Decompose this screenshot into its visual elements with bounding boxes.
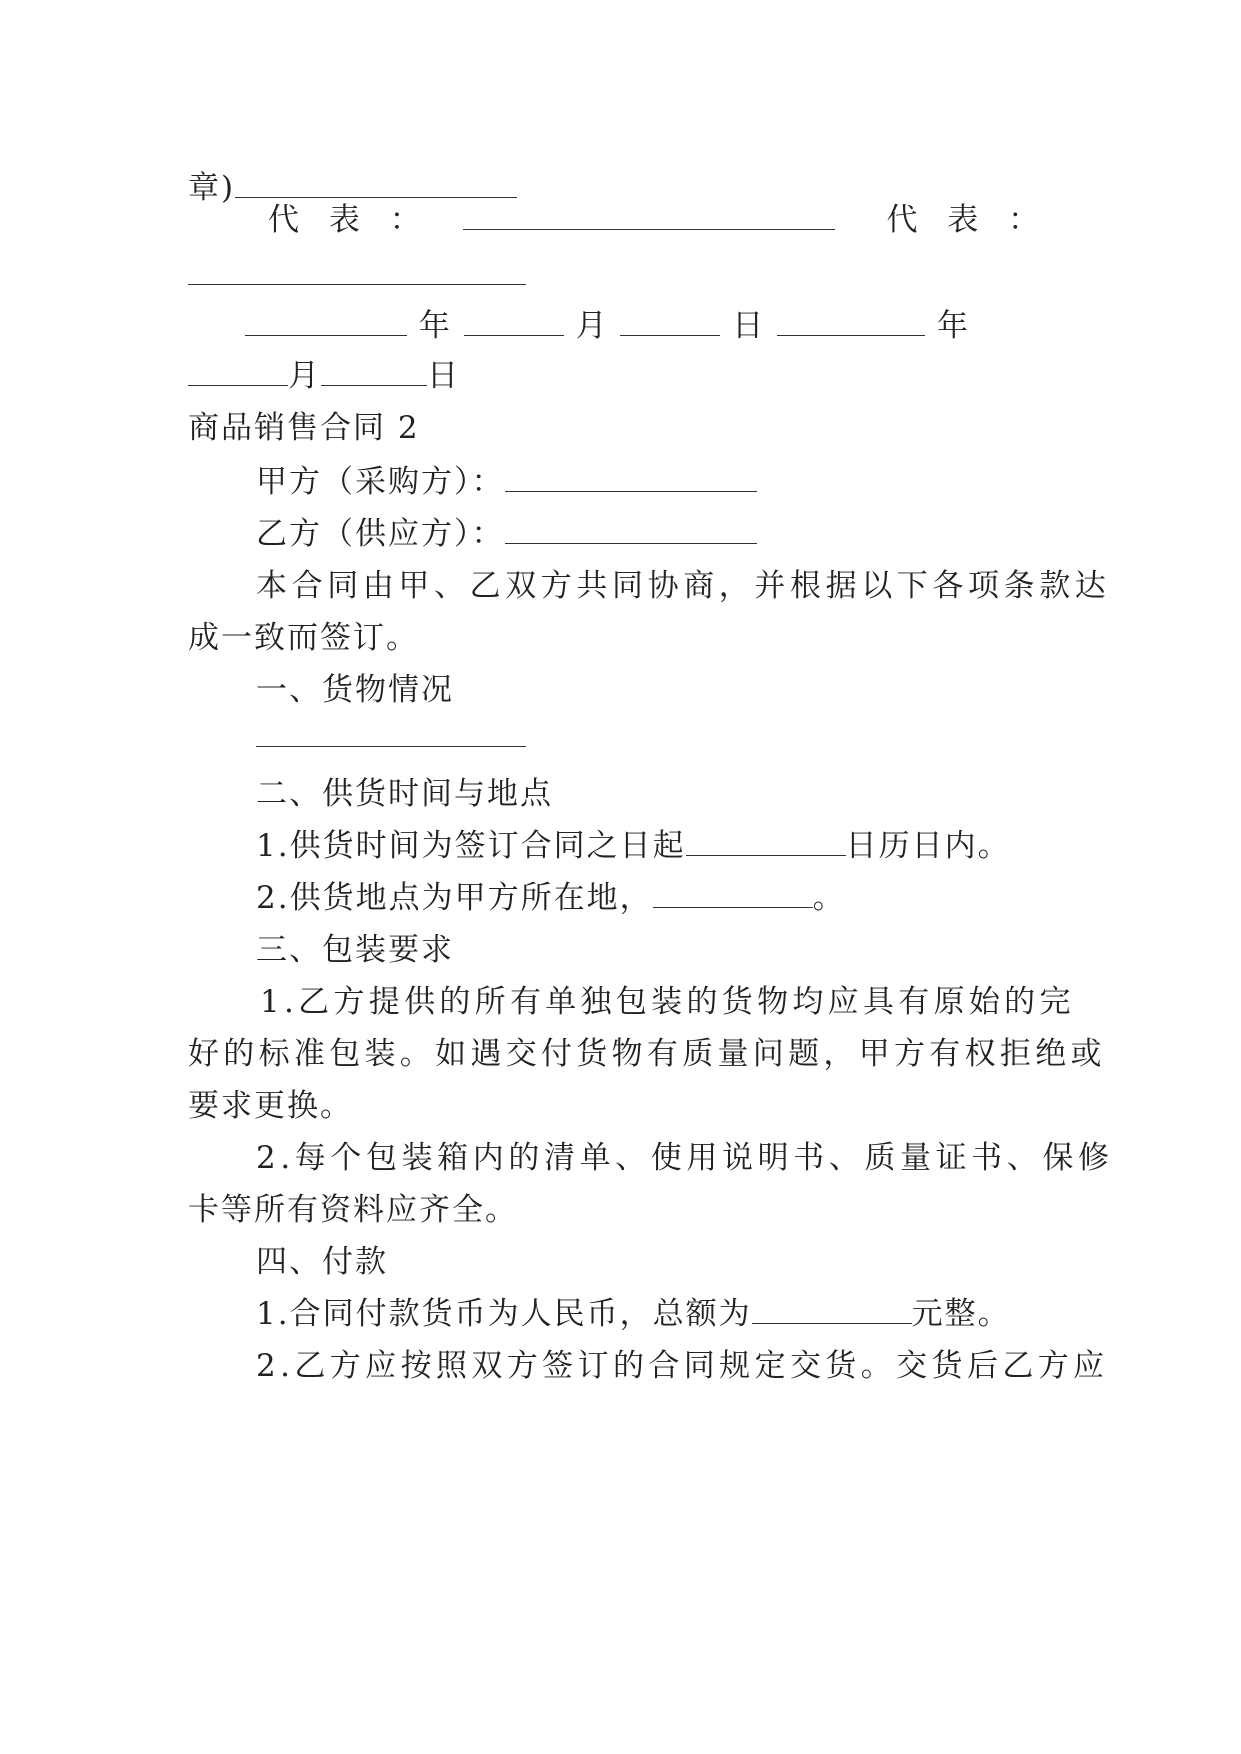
representative-label-a: 代 表 ： (268, 202, 431, 238)
s2-item1-suffix: 日历日内。 (845, 828, 1011, 864)
date-month-label-a: 月 (575, 308, 609, 344)
date-day-blank-b (321, 359, 427, 386)
date-month-blank-a (464, 309, 564, 336)
s3-item1-line3: 要求更换。 (188, 1088, 353, 1124)
s2-item1-prefix: 1.供货时间为签订合同之日起 (256, 828, 686, 864)
party-a-line (256, 462, 1126, 502)
seal-blank (235, 171, 517, 198)
date-day-blank-a (620, 309, 720, 336)
s2-item2-suffix: 。 (812, 880, 846, 916)
s3-item2-line2: 卡等所有资料应齐全。 (188, 1192, 518, 1228)
s3-item1-line2: 好的标准包装。如遇交付货物有质量问题，甲方有权拒绝或 (188, 1036, 1106, 1072)
section-4-title: 四、付款 (256, 1244, 388, 1280)
section-2-item-1 (256, 826, 1126, 866)
party-a-label: 甲方（采购方）： (256, 464, 505, 500)
party-a-blank (505, 465, 757, 492)
date-day-label-a: 日 (732, 308, 766, 344)
date-month-blank-b (188, 359, 288, 386)
party-b-label: 乙方（供应方）： (256, 516, 505, 552)
section-2-title: 二、供货时间与地点 (256, 776, 553, 812)
representative-blank-b (188, 284, 526, 285)
s4-item1-blank (752, 1297, 912, 1324)
date-year-label-a: 年 (418, 308, 452, 344)
date-year-label-b: 年 (937, 308, 971, 344)
representative-line (268, 200, 1058, 240)
representative-label-b: 代 表 ： (886, 202, 1050, 238)
party-b-line (256, 514, 1126, 554)
section-3-title: 三、包装要求 (256, 932, 454, 968)
section-2-item-2 (256, 878, 1126, 918)
date-line-2 (188, 356, 1058, 396)
s2-item1-blank (686, 829, 846, 856)
contract-title: 商品销售合同 2 (188, 410, 420, 446)
goods-blank (256, 746, 526, 747)
date-month-label-b: 月 (288, 358, 321, 394)
s4-item2-line1: 2.乙方应按照双方签订的合同规定交货。交货后乙方应 (256, 1348, 1109, 1384)
date-line (245, 306, 1058, 346)
preamble-line-2: 成一致而签订。 (188, 620, 419, 656)
representative-blank-a (463, 203, 835, 230)
s3-item2-line1: 2.每个包装箱内的清单、使用说明书、质量证书、保修 (256, 1140, 1114, 1176)
party-b-blank (505, 517, 757, 544)
s2-item2-prefix: 2.供货地点为甲方所在地， (256, 880, 653, 916)
date-day-label-b: 日 (427, 358, 460, 394)
s4-item1-prefix: 1.合同付款货币为人民币，总额为 (256, 1296, 752, 1332)
preamble-line-1: 本合同由甲、乙双方共同协商，并根据以下各项条款达 (256, 568, 1111, 604)
section-1-title: 一、货物情况 (256, 672, 454, 708)
date-year-blank-a (245, 309, 407, 336)
section-4-item-1 (256, 1294, 1126, 1334)
seal-suffix: 章) (188, 170, 236, 206)
date-year-blank-b (777, 309, 925, 336)
s4-item1-suffix: 元整。 (911, 1296, 1011, 1332)
s2-item2-blank (653, 881, 813, 908)
s3-item1-line1: 1.乙方提供的所有单独包装的货物均应具有原始的完 (260, 984, 1075, 1020)
